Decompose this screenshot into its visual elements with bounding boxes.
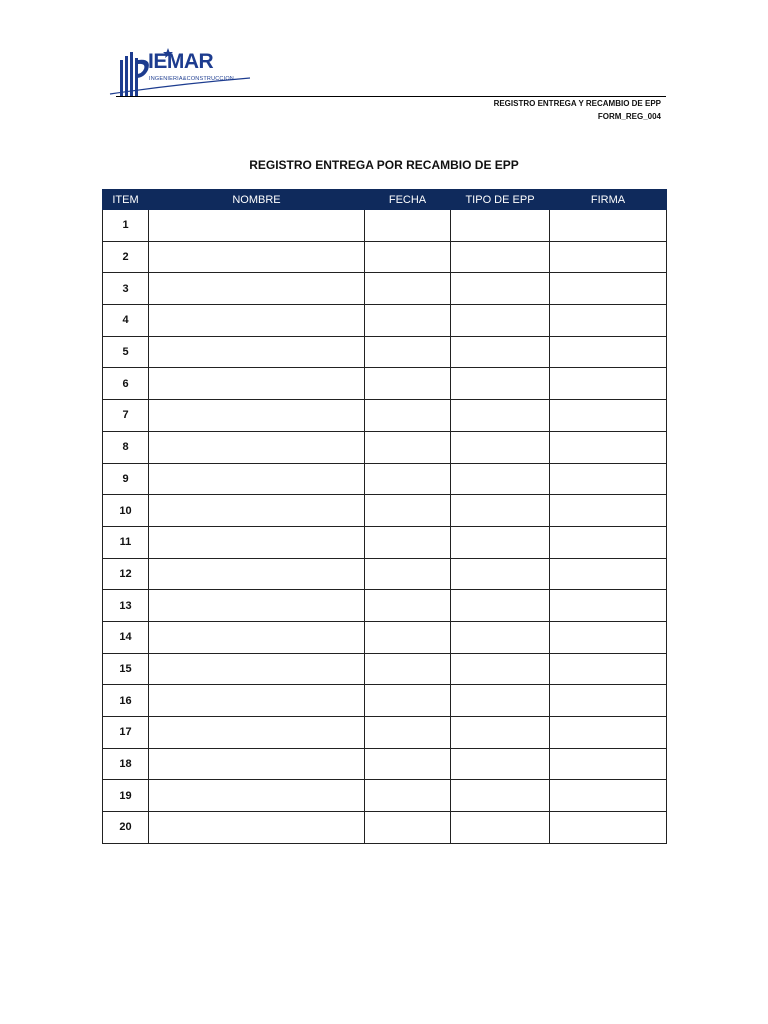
cell-firma[interactable] bbox=[550, 717, 667, 749]
cell-tipo-epp[interactable] bbox=[451, 748, 550, 780]
table-row bbox=[103, 241, 667, 273]
table-row bbox=[103, 653, 667, 685]
form-title: REGISTRO ENTREGA POR RECAMBIO DE EPP bbox=[249, 158, 519, 172]
table-row bbox=[103, 336, 667, 368]
cell-firma[interactable] bbox=[550, 495, 667, 527]
cell-fecha[interactable] bbox=[365, 685, 451, 717]
company-logo bbox=[108, 44, 258, 100]
cell-tipo-epp[interactable] bbox=[451, 812, 550, 844]
item-number: 19 bbox=[103, 780, 149, 812]
table-row bbox=[103, 812, 667, 844]
table-header-row bbox=[103, 190, 667, 210]
document-code: FORM_REG_004 bbox=[597, 112, 661, 121]
cell-tipo-epp[interactable] bbox=[451, 653, 550, 685]
cell-fecha[interactable] bbox=[365, 463, 451, 495]
table-row bbox=[103, 621, 667, 653]
cell-nombre[interactable] bbox=[149, 210, 365, 242]
item-number: 8 bbox=[103, 431, 149, 463]
cell-tipo-epp[interactable] bbox=[451, 685, 550, 717]
cell-tipo-epp[interactable] bbox=[451, 273, 550, 305]
cell-fecha[interactable] bbox=[365, 495, 451, 527]
cell-firma[interactable] bbox=[550, 621, 667, 653]
cell-fecha[interactable] bbox=[365, 590, 451, 622]
cell-tipo-epp[interactable] bbox=[451, 780, 550, 812]
cell-tipo-epp[interactable] bbox=[451, 590, 550, 622]
item-number: 4 bbox=[103, 305, 149, 337]
cell-fecha[interactable] bbox=[365, 812, 451, 844]
item-number: 16 bbox=[103, 685, 149, 717]
cell-tipo-epp[interactable] bbox=[451, 336, 550, 368]
cell-nombre[interactable] bbox=[149, 526, 365, 558]
cell-firma[interactable] bbox=[550, 273, 667, 305]
cell-firma[interactable] bbox=[550, 812, 667, 844]
cell-tipo-epp[interactable] bbox=[451, 558, 550, 590]
table-row bbox=[103, 273, 667, 305]
column-header-item: ITEM bbox=[103, 190, 149, 210]
cell-nombre[interactable] bbox=[149, 717, 365, 749]
cell-fecha[interactable] bbox=[365, 653, 451, 685]
cell-fecha[interactable] bbox=[365, 400, 451, 432]
item-number: 1 bbox=[103, 210, 149, 242]
item-number: 5 bbox=[103, 336, 149, 368]
epp-register-table bbox=[102, 189, 667, 844]
cell-nombre[interactable] bbox=[149, 685, 365, 717]
cell-firma[interactable] bbox=[550, 558, 667, 590]
cell-tipo-epp[interactable] bbox=[451, 717, 550, 749]
table-row bbox=[103, 748, 667, 780]
table-row bbox=[103, 717, 667, 749]
cell-firma[interactable] bbox=[550, 526, 667, 558]
cell-nombre[interactable] bbox=[149, 780, 365, 812]
item-number: 11 bbox=[103, 526, 149, 558]
column-header-fecha: FECHA bbox=[365, 190, 451, 210]
cell-tipo-epp[interactable] bbox=[451, 431, 550, 463]
cell-firma[interactable] bbox=[550, 336, 667, 368]
cell-tipo-epp[interactable] bbox=[451, 368, 550, 400]
document-title: REGISTRO ENTREGA Y RECAMBIO DE EPP bbox=[493, 99, 661, 108]
table-row bbox=[103, 431, 667, 463]
cell-tipo-epp[interactable] bbox=[451, 305, 550, 337]
cell-nombre[interactable] bbox=[149, 273, 365, 305]
cell-fecha[interactable] bbox=[365, 210, 451, 242]
item-number: 10 bbox=[103, 495, 149, 527]
cell-nombre[interactable] bbox=[149, 812, 365, 844]
cell-firma[interactable] bbox=[550, 305, 667, 337]
logo-wordmark: IEMAR bbox=[148, 50, 214, 73]
cell-tipo-epp[interactable] bbox=[451, 241, 550, 273]
cell-fecha[interactable] bbox=[365, 336, 451, 368]
table-row bbox=[103, 590, 667, 622]
table-row bbox=[103, 463, 667, 495]
item-number: 9 bbox=[103, 463, 149, 495]
cell-nombre[interactable] bbox=[149, 463, 365, 495]
cell-firma[interactable] bbox=[550, 748, 667, 780]
cell-tipo-epp[interactable] bbox=[451, 210, 550, 242]
cell-firma[interactable] bbox=[550, 368, 667, 400]
table-row bbox=[103, 558, 667, 590]
cell-fecha[interactable] bbox=[365, 305, 451, 337]
cell-nombre[interactable] bbox=[149, 495, 365, 527]
cell-firma[interactable] bbox=[550, 463, 667, 495]
table-row bbox=[103, 526, 667, 558]
column-header-nombre: NOMBRE bbox=[149, 190, 365, 210]
cell-tipo-epp[interactable] bbox=[451, 621, 550, 653]
cell-nombre[interactable] bbox=[149, 368, 365, 400]
cell-fecha[interactable] bbox=[365, 241, 451, 273]
table-row bbox=[103, 780, 667, 812]
cell-nombre[interactable] bbox=[149, 621, 365, 653]
cell-firma[interactable] bbox=[550, 400, 667, 432]
table-row bbox=[103, 305, 667, 337]
table-row bbox=[103, 210, 667, 242]
cell-fecha[interactable] bbox=[365, 780, 451, 812]
table-row bbox=[103, 400, 667, 432]
column-header-tipo-epp: TIPO DE EPP bbox=[451, 190, 550, 210]
cell-nombre[interactable] bbox=[149, 241, 365, 273]
item-number: 15 bbox=[103, 653, 149, 685]
cell-nombre[interactable] bbox=[149, 558, 365, 590]
cell-fecha[interactable] bbox=[365, 431, 451, 463]
cell-nombre[interactable] bbox=[149, 305, 365, 337]
cell-firma[interactable] bbox=[550, 685, 667, 717]
table-row bbox=[103, 368, 667, 400]
item-number: 3 bbox=[103, 273, 149, 305]
cell-fecha[interactable] bbox=[365, 717, 451, 749]
cell-fecha[interactable] bbox=[365, 526, 451, 558]
cell-firma[interactable] bbox=[550, 210, 667, 242]
cell-nombre[interactable] bbox=[149, 336, 365, 368]
cell-nombre[interactable] bbox=[149, 431, 365, 463]
cell-tipo-epp[interactable] bbox=[451, 495, 550, 527]
cell-fecha[interactable] bbox=[365, 558, 451, 590]
logo-tagline: INGENIERIA&CONSTRUCCION bbox=[149, 76, 234, 82]
cell-tipo-epp[interactable] bbox=[451, 400, 550, 432]
item-number: 17 bbox=[103, 717, 149, 749]
item-number: 18 bbox=[103, 748, 149, 780]
cell-firma[interactable] bbox=[550, 780, 667, 812]
cell-fecha[interactable] bbox=[365, 748, 451, 780]
cell-firma[interactable] bbox=[550, 653, 667, 685]
table-row bbox=[103, 495, 667, 527]
item-number: 6 bbox=[103, 368, 149, 400]
column-header-firma: FIRMA bbox=[550, 190, 667, 210]
cell-firma[interactable] bbox=[550, 431, 667, 463]
cell-firma[interactable] bbox=[550, 241, 667, 273]
item-number: 2 bbox=[103, 241, 149, 273]
header-divider bbox=[116, 96, 666, 97]
item-number: 20 bbox=[103, 812, 149, 844]
table-row bbox=[103, 685, 667, 717]
cell-fecha[interactable] bbox=[365, 368, 451, 400]
cell-firma[interactable] bbox=[550, 590, 667, 622]
item-number: 12 bbox=[103, 558, 149, 590]
cell-nombre[interactable] bbox=[149, 653, 365, 685]
cell-fecha[interactable] bbox=[365, 621, 451, 653]
cell-tipo-epp[interactable] bbox=[451, 526, 550, 558]
cell-nombre[interactable] bbox=[149, 748, 365, 780]
cell-fecha[interactable] bbox=[365, 273, 451, 305]
cell-tipo-epp[interactable] bbox=[451, 463, 550, 495]
cell-nombre[interactable] bbox=[149, 590, 365, 622]
item-number: 7 bbox=[103, 400, 149, 432]
cell-nombre[interactable] bbox=[149, 400, 365, 432]
item-number: 14 bbox=[103, 621, 149, 653]
item-number: 13 bbox=[103, 590, 149, 622]
